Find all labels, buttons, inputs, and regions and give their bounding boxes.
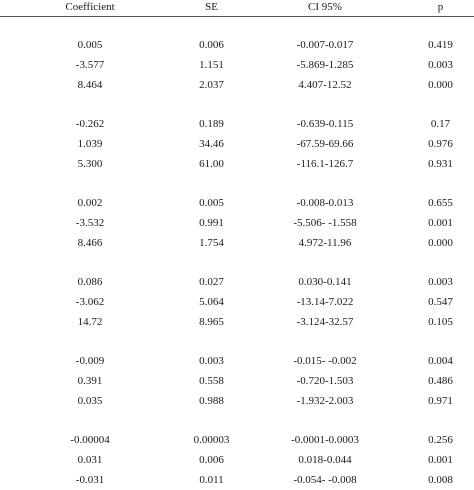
group-spacer bbox=[0, 411, 474, 430]
header-se: SE bbox=[180, 0, 243, 17]
table-row bbox=[0, 272, 474, 292]
cell-ci-95: -1.932-2.003 bbox=[243, 391, 407, 411]
group-spacer-cell bbox=[0, 411, 474, 430]
cell-se: 8.965 bbox=[180, 312, 243, 332]
table-row bbox=[0, 430, 474, 450]
cell-p: 0.931 bbox=[407, 154, 474, 174]
group-spacer bbox=[0, 17, 474, 36]
cell-p: 0.004 bbox=[407, 351, 474, 371]
cell-coefficient: 5.300 bbox=[0, 154, 180, 174]
table-row bbox=[0, 114, 474, 134]
group-spacer-cell bbox=[0, 17, 474, 36]
table-row bbox=[0, 470, 474, 490]
cell-coefficient: 14.72 bbox=[0, 312, 180, 332]
cell-ci-95: -67.59-69.66 bbox=[243, 134, 407, 154]
group-spacer bbox=[0, 332, 474, 351]
cell-ci-95: -0.008-0.013 bbox=[243, 193, 407, 213]
cell-se: 1.151 bbox=[180, 55, 243, 75]
cell-p: 0.008 bbox=[407, 470, 474, 490]
cell-ci-95: -5.506- -1.558 bbox=[243, 213, 407, 233]
cell-se: 0.011 bbox=[180, 470, 243, 490]
table-row bbox=[0, 193, 474, 213]
cell-se: 0.00003 bbox=[180, 430, 243, 450]
cell-se: 0.027 bbox=[180, 272, 243, 292]
table-row bbox=[0, 351, 474, 371]
table-row bbox=[0, 213, 474, 233]
table-row bbox=[0, 450, 474, 470]
cell-p: 0.976 bbox=[407, 134, 474, 154]
header-coefficient: Coefficient bbox=[0, 0, 180, 17]
cell-coefficient: -3.062 bbox=[0, 292, 180, 312]
header-ci-95: CI 95% bbox=[243, 0, 407, 17]
cell-coefficient: -0.262 bbox=[0, 114, 180, 134]
cell-p: 0.001 bbox=[407, 450, 474, 470]
table-header bbox=[0, 0, 474, 17]
table-body bbox=[0, 17, 474, 490]
cell-ci-95: 0.030-0.141 bbox=[243, 272, 407, 292]
cell-coefficient: -0.00004 bbox=[0, 430, 180, 450]
cell-se: 0.558 bbox=[180, 371, 243, 391]
table-row bbox=[0, 35, 474, 55]
group-spacer bbox=[0, 95, 474, 114]
cell-ci-95: 4.972-11.96 bbox=[243, 233, 407, 253]
cell-ci-95: -0.720-1.503 bbox=[243, 371, 407, 391]
cell-p: 0.486 bbox=[407, 371, 474, 391]
cell-se: 0.006 bbox=[180, 450, 243, 470]
cell-p: 0.105 bbox=[407, 312, 474, 332]
group-spacer-cell bbox=[0, 174, 474, 193]
cell-se: 0.003 bbox=[180, 351, 243, 371]
cell-se: 5.064 bbox=[180, 292, 243, 312]
cell-coefficient: 0.002 bbox=[0, 193, 180, 213]
group-spacer-cell bbox=[0, 95, 474, 114]
header-p: p bbox=[407, 0, 474, 17]
cell-coefficient: 8.464 bbox=[0, 75, 180, 95]
table-row bbox=[0, 292, 474, 312]
cell-se: 1.754 bbox=[180, 233, 243, 253]
cell-se: 0.991 bbox=[180, 213, 243, 233]
cell-coefficient: -0.009 bbox=[0, 351, 180, 371]
group-spacer bbox=[0, 174, 474, 193]
cell-ci-95: -0.639-0.115 bbox=[243, 114, 407, 134]
table-row bbox=[0, 312, 474, 332]
cell-coefficient: 0.391 bbox=[0, 371, 180, 391]
header-row bbox=[0, 0, 474, 17]
table-row bbox=[0, 391, 474, 411]
table-row bbox=[0, 154, 474, 174]
cell-se: 0.005 bbox=[180, 193, 243, 213]
cell-p: 0.000 bbox=[407, 75, 474, 95]
cell-coefficient: -3.532 bbox=[0, 213, 180, 233]
cell-ci-95: -0.015- -0.002 bbox=[243, 351, 407, 371]
cell-coefficient: 0.005 bbox=[0, 35, 180, 55]
cell-p: 0.419 bbox=[407, 35, 474, 55]
cell-ci-95: -116.1-126.7 bbox=[243, 154, 407, 174]
table-row bbox=[0, 55, 474, 75]
cell-coefficient: 8.466 bbox=[0, 233, 180, 253]
cell-p: 0.000 bbox=[407, 233, 474, 253]
cell-p: 0.655 bbox=[407, 193, 474, 213]
cell-p: 0.17 bbox=[407, 114, 474, 134]
cell-p: 0.003 bbox=[407, 272, 474, 292]
cell-ci-95: -3.124-32.57 bbox=[243, 312, 407, 332]
cell-se: 0.006 bbox=[180, 35, 243, 55]
cell-se: 0.189 bbox=[180, 114, 243, 134]
cell-se: 61.00 bbox=[180, 154, 243, 174]
cell-coefficient: 0.086 bbox=[0, 272, 180, 292]
cell-se: 0.988 bbox=[180, 391, 243, 411]
cell-p: 0.003 bbox=[407, 55, 474, 75]
cell-coefficient: 0.035 bbox=[0, 391, 180, 411]
cell-ci-95: 0.018-0.044 bbox=[243, 450, 407, 470]
cell-ci-95: -13.14-7.022 bbox=[243, 292, 407, 312]
cell-coefficient: -3.577 bbox=[0, 55, 180, 75]
table-row bbox=[0, 134, 474, 154]
cell-coefficient: 1.039 bbox=[0, 134, 180, 154]
cell-p: 0.256 bbox=[407, 430, 474, 450]
cell-ci-95: -0.0001-0.0003 bbox=[243, 430, 407, 450]
group-spacer-cell bbox=[0, 253, 474, 272]
cell-coefficient: 0.031 bbox=[0, 450, 180, 470]
table-row bbox=[0, 371, 474, 391]
cell-ci-95: 4.407-12.52 bbox=[243, 75, 407, 95]
cell-ci-95: -0.007-0.017 bbox=[243, 35, 407, 55]
group-spacer-cell bbox=[0, 332, 474, 351]
cell-se: 34.46 bbox=[180, 134, 243, 154]
cell-p: 0.971 bbox=[407, 391, 474, 411]
cell-p: 0.547 bbox=[407, 292, 474, 312]
group-spacer bbox=[0, 253, 474, 272]
cell-coefficient: -0.031 bbox=[0, 470, 180, 490]
table-row bbox=[0, 75, 474, 95]
cell-ci-95: -5.869-1.285 bbox=[243, 55, 407, 75]
cell-ci-95: -0.054- -0.008 bbox=[243, 470, 407, 490]
cell-p: 0.001 bbox=[407, 213, 474, 233]
table-row bbox=[0, 233, 474, 253]
cell-se: 2.037 bbox=[180, 75, 243, 95]
